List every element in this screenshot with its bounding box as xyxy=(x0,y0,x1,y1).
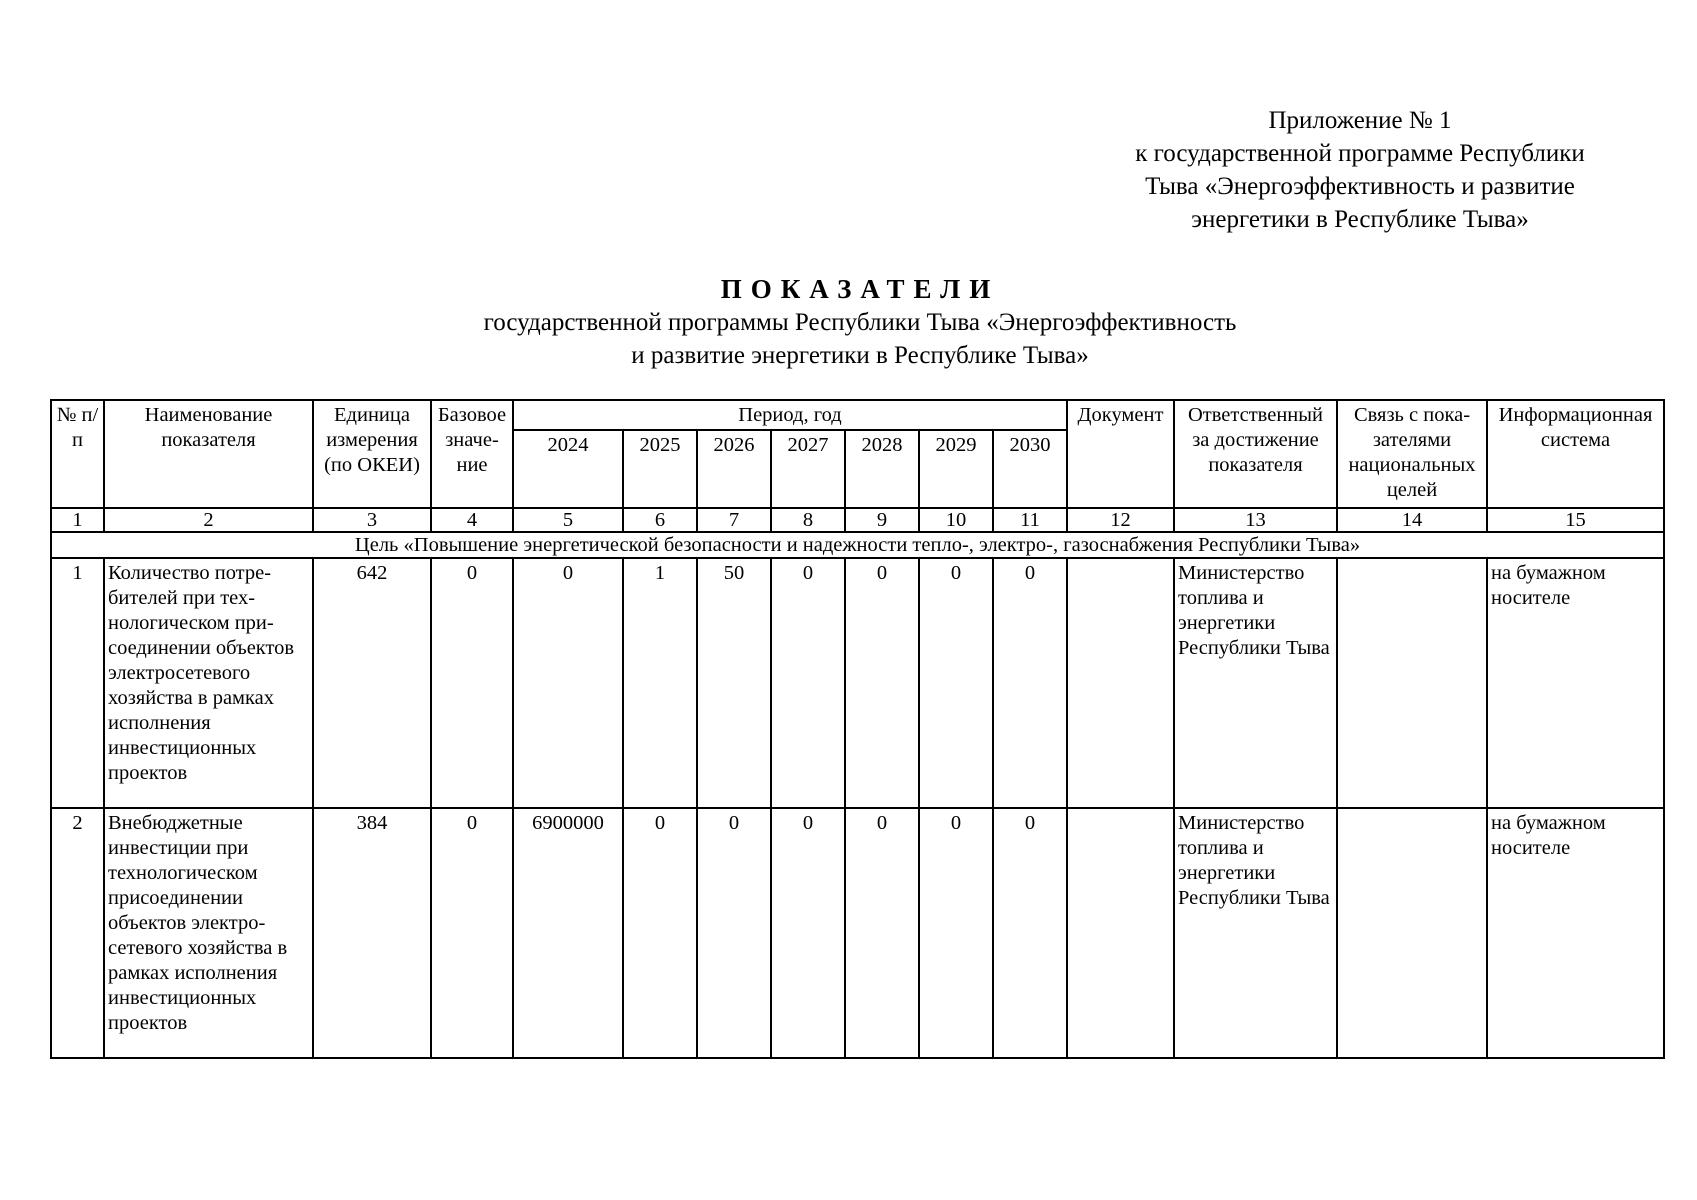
column-number: 14 xyxy=(1337,508,1487,532)
column-number: 8 xyxy=(771,508,845,532)
column-number: 15 xyxy=(1487,508,1664,532)
document-subtitle-line-2: и развитие энергетики в Республике Тыва» xyxy=(631,342,1089,369)
header-year: 2030 xyxy=(993,430,1067,508)
document-cell xyxy=(1067,558,1174,808)
year-value: 1 xyxy=(623,558,697,808)
document-cell xyxy=(1067,808,1174,1058)
header-year: 2026 xyxy=(697,430,771,508)
header-period: Период, год xyxy=(513,400,1067,430)
header-base: Базовое значение xyxy=(431,400,513,508)
national-goals-link-cell xyxy=(1337,558,1487,808)
year-value: 0 xyxy=(697,808,771,1058)
row-number: 2 xyxy=(51,808,104,1058)
year-value: 50 xyxy=(697,558,771,808)
column-number: 9 xyxy=(845,508,919,532)
annex-line-4: энергетики в Республике Тыва» xyxy=(1191,206,1529,233)
year-value: 0 xyxy=(845,808,919,1058)
annex-line-3: Тыва «Энергоэффективность и развитие xyxy=(1145,173,1575,200)
column-number: 7 xyxy=(697,508,771,532)
year-value: 0 xyxy=(993,808,1067,1058)
year-value: 6900000 xyxy=(513,808,623,1058)
column-number: 13 xyxy=(1174,508,1337,532)
row-number: 1 xyxy=(51,558,104,808)
header-year: 2028 xyxy=(845,430,919,508)
base-value: 0 xyxy=(431,558,513,808)
document-title: ПОКАЗАТЕЛИ xyxy=(720,274,1000,304)
unit-code: 642 xyxy=(313,558,431,808)
header-national-goals-link: Связь с показателями национальных целей xyxy=(1337,400,1487,508)
year-value: 0 xyxy=(919,558,993,808)
year-value: 0 xyxy=(993,558,1067,808)
goal-text: Цель «Повышение энергетической безопасности и надежности тепло-, электро-, газоснабжения Республики Тыва» xyxy=(51,532,1664,558)
column-number: 12 xyxy=(1067,508,1174,532)
column-number: 6 xyxy=(623,508,697,532)
info-system-cell: на бумажном носителе xyxy=(1487,808,1664,1058)
annex-line-2: к государственной программе Республики xyxy=(1135,140,1585,167)
header-year: 2029 xyxy=(919,430,993,508)
table-row xyxy=(51,808,1664,1058)
annex-line-1: Приложение № 1 xyxy=(1268,107,1452,134)
document-heading xyxy=(330,272,1390,372)
base-value: 0 xyxy=(431,808,513,1058)
header-document: Документ xyxy=(1067,400,1174,508)
column-number: 3 xyxy=(313,508,431,532)
column-number: 1 xyxy=(51,508,104,532)
table-row xyxy=(51,558,1664,808)
year-value: 0 xyxy=(623,808,697,1058)
column-number: 4 xyxy=(431,508,513,532)
info-system-cell: на бумажном носителе xyxy=(1487,558,1664,808)
responsible-cell: Министерство топлива и энергетики Республики Тыва xyxy=(1174,808,1337,1058)
indicators-table xyxy=(50,399,1665,1059)
indicator-name: Количество потребителей при технологическом присоединении объектов электросетевого хозяйства в рамках исполнения инвестиционных проектов xyxy=(104,558,313,808)
header-unit: Единица измерения (по ОКЕИ) xyxy=(313,400,431,508)
unit-code: 384 xyxy=(313,808,431,1058)
annex-note xyxy=(1080,104,1640,236)
goal-row xyxy=(51,532,1664,558)
year-value: 0 xyxy=(513,558,623,808)
header-year: 2025 xyxy=(623,430,697,508)
header-responsible: Ответственный за достижение показателя xyxy=(1174,400,1337,508)
year-value: 0 xyxy=(845,558,919,808)
column-number: 10 xyxy=(919,508,993,532)
header-name: Наименование показателя xyxy=(104,400,313,508)
column-number: 2 xyxy=(104,508,313,532)
document-subtitle-line-1: государственной программы Республики Тыва «Энергоэффективность xyxy=(483,309,1237,336)
column-numbers-row xyxy=(51,508,1664,532)
year-value: 0 xyxy=(771,808,845,1058)
header-row xyxy=(51,400,1664,430)
indicator-name: Внебюджетные инвестиции при технологическом присоединении объектов электросетевого хозяйства в рамках исполнения инвестиционных проектов xyxy=(104,808,313,1058)
year-value: 0 xyxy=(919,808,993,1058)
year-value: 0 xyxy=(771,558,845,808)
header-num: № п/п xyxy=(51,400,104,508)
header-year: 2024 xyxy=(513,430,623,508)
responsible-cell: Министерство топлива и энергетики Республики Тыва xyxy=(1174,558,1337,808)
column-number: 11 xyxy=(993,508,1067,532)
national-goals-link-cell xyxy=(1337,808,1487,1058)
column-number: 5 xyxy=(513,508,623,532)
header-year: 2027 xyxy=(771,430,845,508)
header-info-system: Информационная система xyxy=(1487,400,1664,508)
